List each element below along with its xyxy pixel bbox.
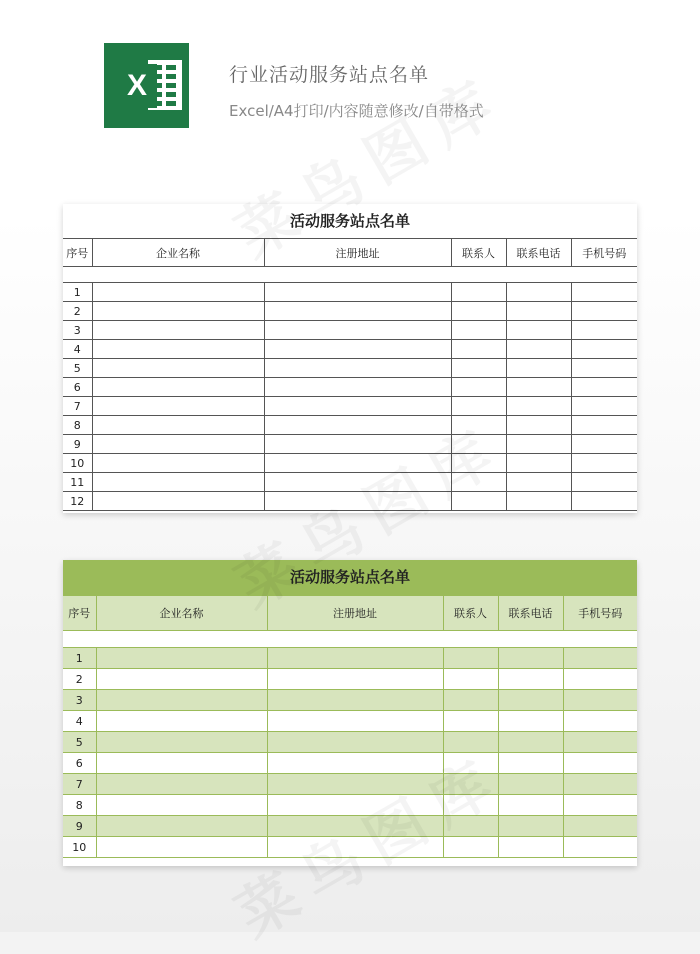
empty-cell [571, 416, 637, 435]
col-header-mobile: 手机号码 [571, 239, 637, 267]
row-index-cell: 8 [63, 416, 92, 435]
empty-cell [92, 340, 264, 359]
empty-cell [498, 690, 563, 711]
empty-cell [451, 454, 506, 473]
empty-cell [571, 283, 637, 302]
table-row [63, 837, 637, 858]
empty-cell [443, 816, 498, 837]
empty-cell [498, 837, 563, 858]
empty-cell [264, 454, 451, 473]
empty-cell [571, 492, 637, 511]
col-header-contact: 联系人 [451, 239, 506, 267]
sheet1-spacer-row [63, 267, 637, 283]
row-index-cell: 7 [63, 397, 92, 416]
row-index-cell: 4 [63, 340, 92, 359]
empty-cell [563, 669, 637, 690]
row-index-cell: 9 [63, 435, 92, 454]
row-index-cell: 2 [63, 669, 96, 690]
table-row [63, 302, 637, 321]
sheet-preview-green [63, 560, 637, 866]
empty-cell [264, 340, 451, 359]
empty-cell [506, 454, 571, 473]
sheet2-title: 活动服务站点名单 [63, 560, 637, 595]
spacer-cell [63, 267, 637, 283]
empty-cell [264, 283, 451, 302]
empty-cell [96, 711, 267, 732]
table-row [63, 492, 637, 511]
sheet1-table [63, 238, 637, 511]
empty-cell [96, 732, 267, 753]
empty-cell [264, 416, 451, 435]
sheet2-table [63, 595, 637, 858]
empty-cell [563, 690, 637, 711]
empty-cell [264, 492, 451, 511]
empty-cell [451, 416, 506, 435]
empty-cell [571, 378, 637, 397]
table-row [63, 435, 637, 454]
row-index-cell: 10 [63, 454, 92, 473]
empty-cell [563, 753, 637, 774]
empty-cell [571, 359, 637, 378]
col-header-phone: 联系电话 [506, 239, 571, 267]
empty-cell [498, 816, 563, 837]
row-index-cell: 1 [63, 283, 92, 302]
empty-cell [92, 473, 264, 492]
excel-logo-icon [104, 43, 189, 128]
empty-cell [267, 732, 443, 753]
table-row [63, 774, 637, 795]
col-header-company: 企业名称 [92, 239, 264, 267]
empty-cell [451, 435, 506, 454]
empty-cell [96, 774, 267, 795]
empty-cell [92, 397, 264, 416]
empty-cell [506, 435, 571, 454]
table-row [63, 795, 637, 816]
empty-cell [264, 359, 451, 378]
table-row [63, 690, 637, 711]
empty-cell [267, 816, 443, 837]
empty-cell [498, 648, 563, 669]
empty-cell [498, 753, 563, 774]
col-header-phone: 联系电话 [498, 596, 563, 631]
table-row [63, 283, 637, 302]
empty-cell [443, 732, 498, 753]
empty-cell [96, 690, 267, 711]
table-row [63, 816, 637, 837]
empty-cell [506, 283, 571, 302]
empty-cell [267, 711, 443, 732]
empty-cell [506, 321, 571, 340]
page-title: 行业活动服务站点名单 [229, 64, 430, 86]
empty-cell [451, 302, 506, 321]
row-index-cell: 3 [63, 321, 92, 340]
empty-cell [264, 321, 451, 340]
empty-cell [571, 340, 637, 359]
row-index-cell: 4 [63, 711, 96, 732]
empty-cell [92, 416, 264, 435]
empty-cell [96, 816, 267, 837]
empty-cell [267, 669, 443, 690]
empty-cell [563, 711, 637, 732]
empty-cell [571, 435, 637, 454]
row-index-cell: 3 [63, 690, 96, 711]
empty-cell [498, 774, 563, 795]
empty-cell [451, 492, 506, 511]
empty-cell [264, 378, 451, 397]
table-row [63, 711, 637, 732]
empty-cell [443, 669, 498, 690]
row-index-cell: 10 [63, 837, 96, 858]
empty-cell [451, 340, 506, 359]
sheet1-header-row [63, 239, 637, 267]
table-row [63, 397, 637, 416]
col-header-index: 序号 [63, 596, 96, 631]
empty-cell [267, 648, 443, 669]
empty-cell [506, 340, 571, 359]
empty-cell [443, 774, 498, 795]
table-row [63, 378, 637, 397]
page-subtitle: Excel/A4打印/内容随意修改/自带格式 [229, 102, 484, 120]
empty-cell [451, 397, 506, 416]
table-row [63, 454, 637, 473]
empty-cell [563, 732, 637, 753]
col-header-company: 企业名称 [96, 596, 267, 631]
table-row [63, 669, 637, 690]
empty-cell [506, 473, 571, 492]
spacer-cell [63, 631, 637, 648]
empty-cell [264, 473, 451, 492]
row-index-cell: 11 [63, 473, 92, 492]
empty-cell [506, 302, 571, 321]
empty-cell [267, 795, 443, 816]
empty-cell [563, 795, 637, 816]
row-index-cell: 6 [63, 378, 92, 397]
empty-cell [267, 690, 443, 711]
empty-cell [443, 690, 498, 711]
row-index-cell: 5 [63, 732, 96, 753]
empty-cell [451, 473, 506, 492]
empty-cell [92, 359, 264, 378]
empty-cell [498, 669, 563, 690]
sheet2-header-row [63, 596, 637, 631]
empty-cell [96, 753, 267, 774]
table-row [63, 340, 637, 359]
empty-cell [96, 837, 267, 858]
empty-cell [267, 837, 443, 858]
row-index-cell: 1 [63, 648, 96, 669]
empty-cell [264, 302, 451, 321]
empty-cell [506, 359, 571, 378]
empty-cell [92, 283, 264, 302]
empty-cell [451, 283, 506, 302]
row-index-cell: 7 [63, 774, 96, 795]
empty-cell [443, 711, 498, 732]
logo-letter: X [117, 64, 157, 108]
table-row [63, 648, 637, 669]
col-header-index: 序号 [63, 239, 92, 267]
empty-cell [443, 648, 498, 669]
table-row [63, 416, 637, 435]
row-index-cell: 8 [63, 795, 96, 816]
row-index-cell: 12 [63, 492, 92, 511]
empty-cell [96, 795, 267, 816]
empty-cell [92, 302, 264, 321]
empty-cell [563, 816, 637, 837]
empty-cell [451, 321, 506, 340]
empty-cell [92, 321, 264, 340]
row-index-cell: 2 [63, 302, 92, 321]
empty-cell [96, 648, 267, 669]
empty-cell [498, 732, 563, 753]
row-index-cell: 6 [63, 753, 96, 774]
empty-cell [264, 397, 451, 416]
empty-cell [267, 774, 443, 795]
empty-cell [92, 435, 264, 454]
table-row [63, 732, 637, 753]
empty-cell [264, 435, 451, 454]
row-index-cell: 5 [63, 359, 92, 378]
sheet-preview-plain [63, 204, 637, 513]
empty-cell [506, 492, 571, 511]
empty-cell [563, 774, 637, 795]
table-row [63, 359, 637, 378]
empty-cell [96, 669, 267, 690]
col-header-address: 注册地址 [264, 239, 451, 267]
empty-cell [92, 492, 264, 511]
table-row [63, 321, 637, 340]
sheet1-title: 活动服务站点名单 [289, 212, 410, 230]
table-row [63, 753, 637, 774]
empty-cell [506, 397, 571, 416]
empty-cell [451, 378, 506, 397]
col-header-contact: 联系人 [443, 596, 498, 631]
empty-cell [498, 711, 563, 732]
empty-cell [451, 359, 506, 378]
empty-cell [506, 378, 571, 397]
empty-cell [92, 378, 264, 397]
empty-cell [443, 753, 498, 774]
empty-cell [571, 397, 637, 416]
empty-cell [563, 837, 637, 858]
table-row [63, 473, 637, 492]
empty-cell [443, 795, 498, 816]
empty-cell [92, 454, 264, 473]
col-header-address: 注册地址 [267, 596, 443, 631]
empty-cell [571, 302, 637, 321]
empty-cell [498, 795, 563, 816]
empty-cell [563, 648, 637, 669]
empty-cell [571, 321, 637, 340]
empty-cell [267, 753, 443, 774]
row-index-cell: 9 [63, 816, 96, 837]
empty-cell [571, 454, 637, 473]
sheet2-spacer-row [63, 631, 637, 648]
empty-cell [571, 473, 637, 492]
col-header-mobile: 手机号码 [563, 596, 637, 631]
empty-cell [443, 837, 498, 858]
empty-cell [506, 416, 571, 435]
